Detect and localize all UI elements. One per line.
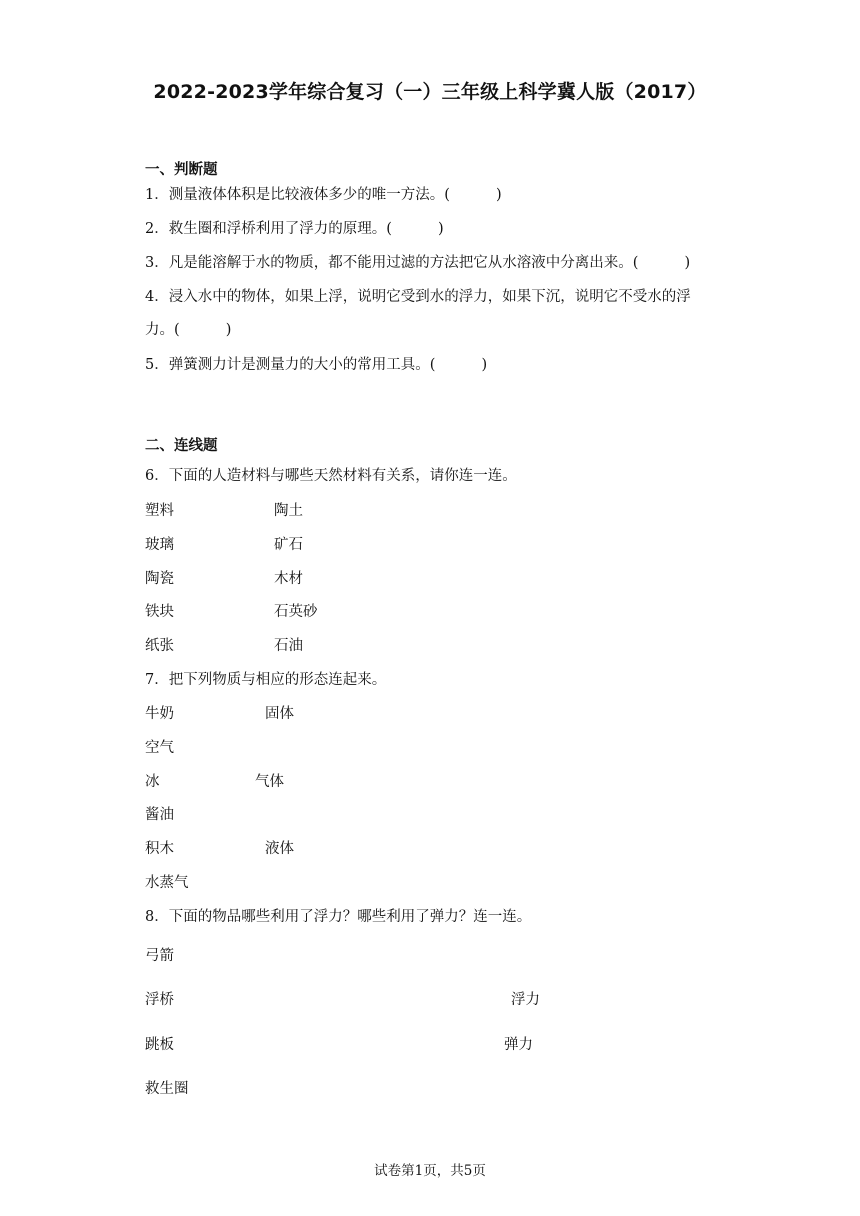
q8-left-item: 救生圈 [145, 1081, 189, 1097]
question-5: 5．弹簧测力计是测量力的大小的常用工具。( ) [145, 357, 488, 373]
q6-left-item: 玻璃 [145, 537, 174, 553]
q6-left-item: 陶瓷 [145, 571, 174, 587]
q6-left-item: 塑料 [145, 503, 174, 519]
question-3: 3．凡是能溶解于水的物质，都不能用过滤的方法把它从水溶液中分离出来。( ) [145, 255, 691, 271]
q6-right-item: 矿石 [274, 537, 303, 553]
question-1: 1．测量液体体积是比较液体多少的唯一方法。( ) [145, 187, 502, 203]
q7-left-item: 牛奶 [145, 706, 174, 722]
section-heading-matching: 二、连线题 [145, 438, 218, 454]
question-4-line1: 4．浸入水中的物体，如果上浮，说明它受到水的浮力，如果下沉，说明它不受水的浮 [145, 289, 691, 305]
q7-right-item: 液体 [265, 841, 294, 857]
q7-right-item: 固体 [265, 706, 294, 722]
question-6-prompt: 6．下面的人造材料与哪些天然材料有关系，请你连一连。 [145, 468, 517, 484]
q6-right-item: 陶土 [274, 503, 303, 519]
page-title: 2022-2023学年综合复习（一）三年级上科学冀人版（2017） [153, 81, 707, 103]
q7-left-item: 空气 [145, 740, 174, 756]
q7-left-item: 冰 [145, 774, 160, 790]
q8-left-item: 浮桥 [145, 992, 174, 1008]
q8-left-item: 跳板 [145, 1037, 174, 1053]
question-4-line2: 力。( ) [145, 322, 232, 338]
question-2: 2．救生圈和浮桥利用了浮力的原理。( ) [145, 221, 444, 237]
q8-right-item: 浮力 [511, 992, 540, 1008]
q7-left-item: 酱油 [145, 807, 174, 823]
q6-right-item: 石油 [274, 638, 303, 654]
q6-right-item: 木材 [274, 571, 303, 587]
q8-left-item: 弓箭 [145, 948, 174, 964]
q7-left-item: 水蒸气 [145, 875, 189, 891]
question-8-prompt: 8．下面的物品哪些利用了浮力？哪些利用了弹力？连一连。 [145, 909, 532, 925]
q6-left-item: 铁块 [145, 604, 174, 620]
page-footer: 试卷第1页，共5页 [374, 1163, 486, 1179]
q7-left-item: 积木 [145, 841, 174, 857]
q7-right-item: 气体 [255, 774, 284, 790]
q6-right-item: 石英砂 [274, 604, 318, 620]
q8-right-item: 弹力 [504, 1037, 533, 1053]
q6-left-item: 纸张 [145, 638, 174, 654]
section-heading-judgement: 一、判断题 [145, 162, 218, 178]
question-7-prompt: 7．把下列物质与相应的形态连起来。 [145, 672, 387, 688]
